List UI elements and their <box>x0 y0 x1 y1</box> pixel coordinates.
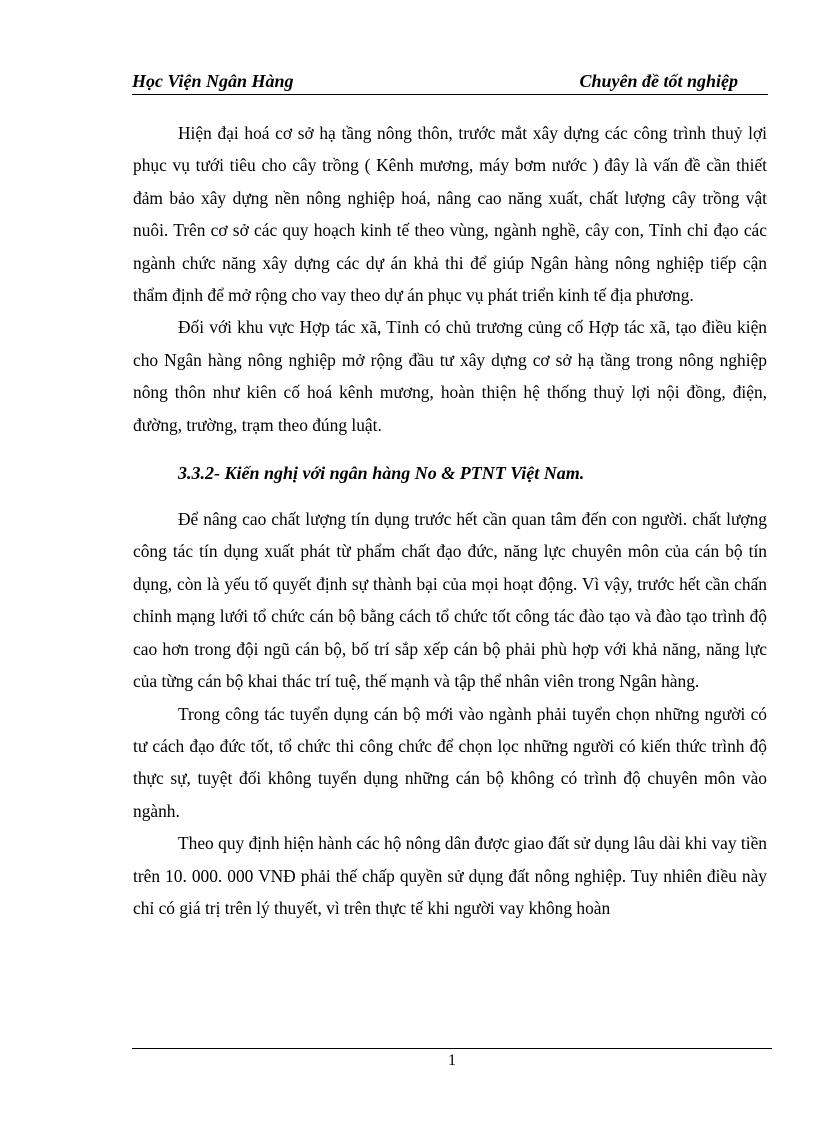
paragraph: Đối với khu vực Hợp tác xã, Tỉnh có chủ trương củng cố Hợp tác xã, tạo điều kiện cho Ngân hàng nông nghiệp mở rộng đầu tư xây dựng cơ sở hạ tầng trong nông nghiệp nông thôn như kiên cố hoá kênh mương, hoàn thiện hệ thống thuỷ lợi nội đồng, điện, đường, trường, trạm theo đúng luật. <box>133 317 767 435</box>
page-number: 1 <box>448 1052 456 1069</box>
section-heading: 3.3.2- Kiến nghị với ngân hàng No & PTNT Việt Nam. <box>178 463 585 484</box>
paragraph: Để nâng cao chất lượng tín dụng trước hết cần quan tâm đến con người. chất lượng công tác tín dụng xuất phát từ phẩm chất đạo đức, năng lực chuyên môn của cán bộ tín dụng, còn là yếu tố quyết định sự thành bại của mọi hoạt động. Vì vậy, trước hết cần chấn chỉnh mạng lưới tổ chức cán bộ bằng cách tổ chức tốt công tác đào tạo và đào tạo trình độ cao hơn trong đội ngũ cán bộ, bố trí sắp xếp cán bộ phải phù hợp với khả năng, năng lực của từng cán bộ khai thác trí tuệ, thế mạnh và tập thể nhân viên trong Ngân hàng. <box>133 509 767 692</box>
header-document-type: Chuyên đề tốt nghiệp <box>579 71 738 91</box>
header-institution: Học Viện Ngân Hàng <box>132 71 294 91</box>
paragraph: Trong công tác tuyển dụng cán bộ mới vào ngành phải tuyển chọn những người có tư cách đạo đức tốt, tổ chức thi công chức để chọn lọc những người có kiến thức trình độ thực sự, tuyệt đối không tuyển dụng những cán bộ không có trình độ chuyên môn vào ngành. <box>133 703 767 821</box>
paragraph: Hiện đại hoá cơ sở hạ tầng nông thôn, trước mắt xây dựng các công trình thuỷ lợi phục vụ tưới tiêu cho cây trồng ( Kênh mương, máy bơm nước ) đây là vấn đề cần thiết đảm bảo xây dựng nền nông nghiệp hoá, nâng cao năng xuất, chất lượng cây trồng vật nuôi. Trên cơ sở các quy hoạch kinh tế theo vùng, ngành nghề, cây con, Tỉnh chỉ đạo các ngành chức năng xây dựng các dự án khả thi để giúp Ngân hàng nông nghiệp tiếp cận thẩm định để mở rộng cho vay theo dự án phục vụ phát triển kinh tế địa phương. <box>133 123 767 306</box>
footer-divider <box>132 1048 772 1049</box>
document-body <box>133 117 767 924</box>
paragraph: Theo quy định hiện hành các hộ nông dân được giao đất sử dụng lâu dài khi vay tiền trên 10. 000. 000 VNĐ phải thế chấp quyền sử dụng đất nông nghiệp. Tuy nhiên điều này chỉ có giá trị trên lý thuyết, vì trên thực tế khi người vay không hoàn <box>133 833 767 918</box>
page-header <box>132 70 768 95</box>
